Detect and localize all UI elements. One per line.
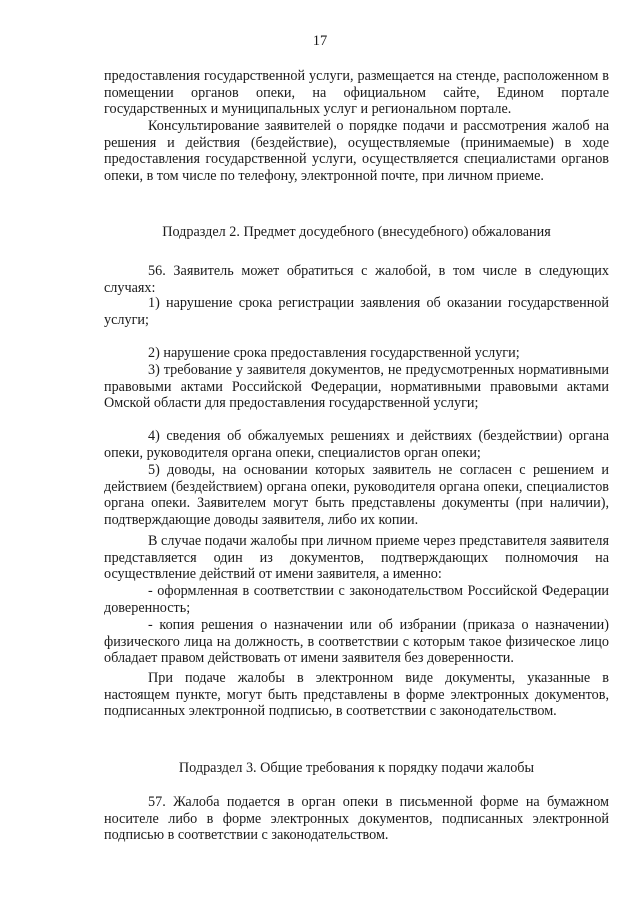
item-56-4: [104, 428, 609, 461]
item-56-1: [104, 295, 609, 328]
paragraph: предоставления государственной услуги, размещается на стенде, расположенном в помещении органов опеки, на официальном сайте, Едином портале государственных и муниципальных услуг и региональном портале.: [104, 68, 609, 118]
subsection-2-heading: [104, 224, 609, 241]
item-56-3: [104, 362, 609, 412]
list-item: 4) сведения об обжалуемых решениях и действиях (бездействии) органа опеки, руководителя органа опеки, специалистов орган опеки;: [104, 428, 609, 461]
list-item: 2) нарушение срока предоставления государственной услуги;: [148, 345, 520, 361]
item-56-2: [104, 345, 609, 362]
list-item: 3) требование у заявителя документов, не предусмотренных нормативными правовыми актами Российской Федерации, нормативными правовыми актами Омской области для предоставления государственной услуги;: [104, 362, 609, 412]
paragraph-consulting: [104, 118, 609, 184]
paragraph-electronic-submission: [104, 670, 609, 720]
list-item: 1) нарушение срока регистрации заявления об оказании государственной услуги;: [104, 295, 609, 328]
paragraph: При подаче жалобы в электронном виде документы, указанные в настоящем пункте, могут быть представлены в форме электронных документов, подписанных электронной подписью, в соответствии с законодательством.: [104, 670, 609, 720]
paragraph: 56. Заявитель может обратиться с жалобой, в том числе в следующих случаях:: [104, 263, 609, 296]
paragraph: 57. Жалоба подается в орган опеки в письменной форме на бумажном носителе либо в форме электронных документов, подписанных электронной подписью в соответствии с законодательством.: [104, 794, 609, 844]
item-56: [104, 263, 609, 296]
page-number: 17: [312, 33, 328, 49]
list-item: - оформленная в соответствии с законодательством Российской Федерации доверенность;: [104, 583, 609, 616]
paragraph: Консультирование заявителей о порядке подачи и рассмотрения жалоб на решения и действия (бездействие), осуществляемые (принимаемые) в ходе предоставления государственной услуги, осуществляется специалистами органов опеки, в том числе по телефону, электронной почте, при личном приеме.: [104, 118, 609, 184]
paragraph: В случае подачи жалобы при личном приеме через представителя заявителя представляется один из документов, подтверждающих полномочия на осуществление действий от имени заявителя, а именно:: [104, 533, 609, 583]
paragraph-portal-info: [104, 68, 609, 118]
list-item: - копия решения о назначении или об избрании (приказа о назначении) физического лица на должность, в соответствии с которым такое физическое лицо обладает правом действовать от имени заявителя без доверенности.: [104, 617, 609, 667]
item-57: [104, 794, 609, 844]
list-item: 5) доводы, на основании которых заявитель не согласен с решением и действием (бездействием) органа опеки, руководителя органа опеки, специалистов органа опеки. Заявителем могут быть представлены документы (при наличии), подтверждающие доводы заявителя, либо их копии.: [104, 462, 609, 528]
heading: Подраздел 3. Общие требования к порядку подачи жалобы: [178, 760, 535, 776]
item-56-5: [104, 462, 609, 528]
item-power-of-attorney: [104, 583, 609, 616]
heading: Подраздел 2. Предмет досудебного (внесудебного) обжалования: [162, 224, 551, 240]
item-appointment-copy: [104, 617, 609, 667]
paragraph-representative: [104, 533, 609, 583]
subsection-3-heading: [104, 760, 609, 777]
